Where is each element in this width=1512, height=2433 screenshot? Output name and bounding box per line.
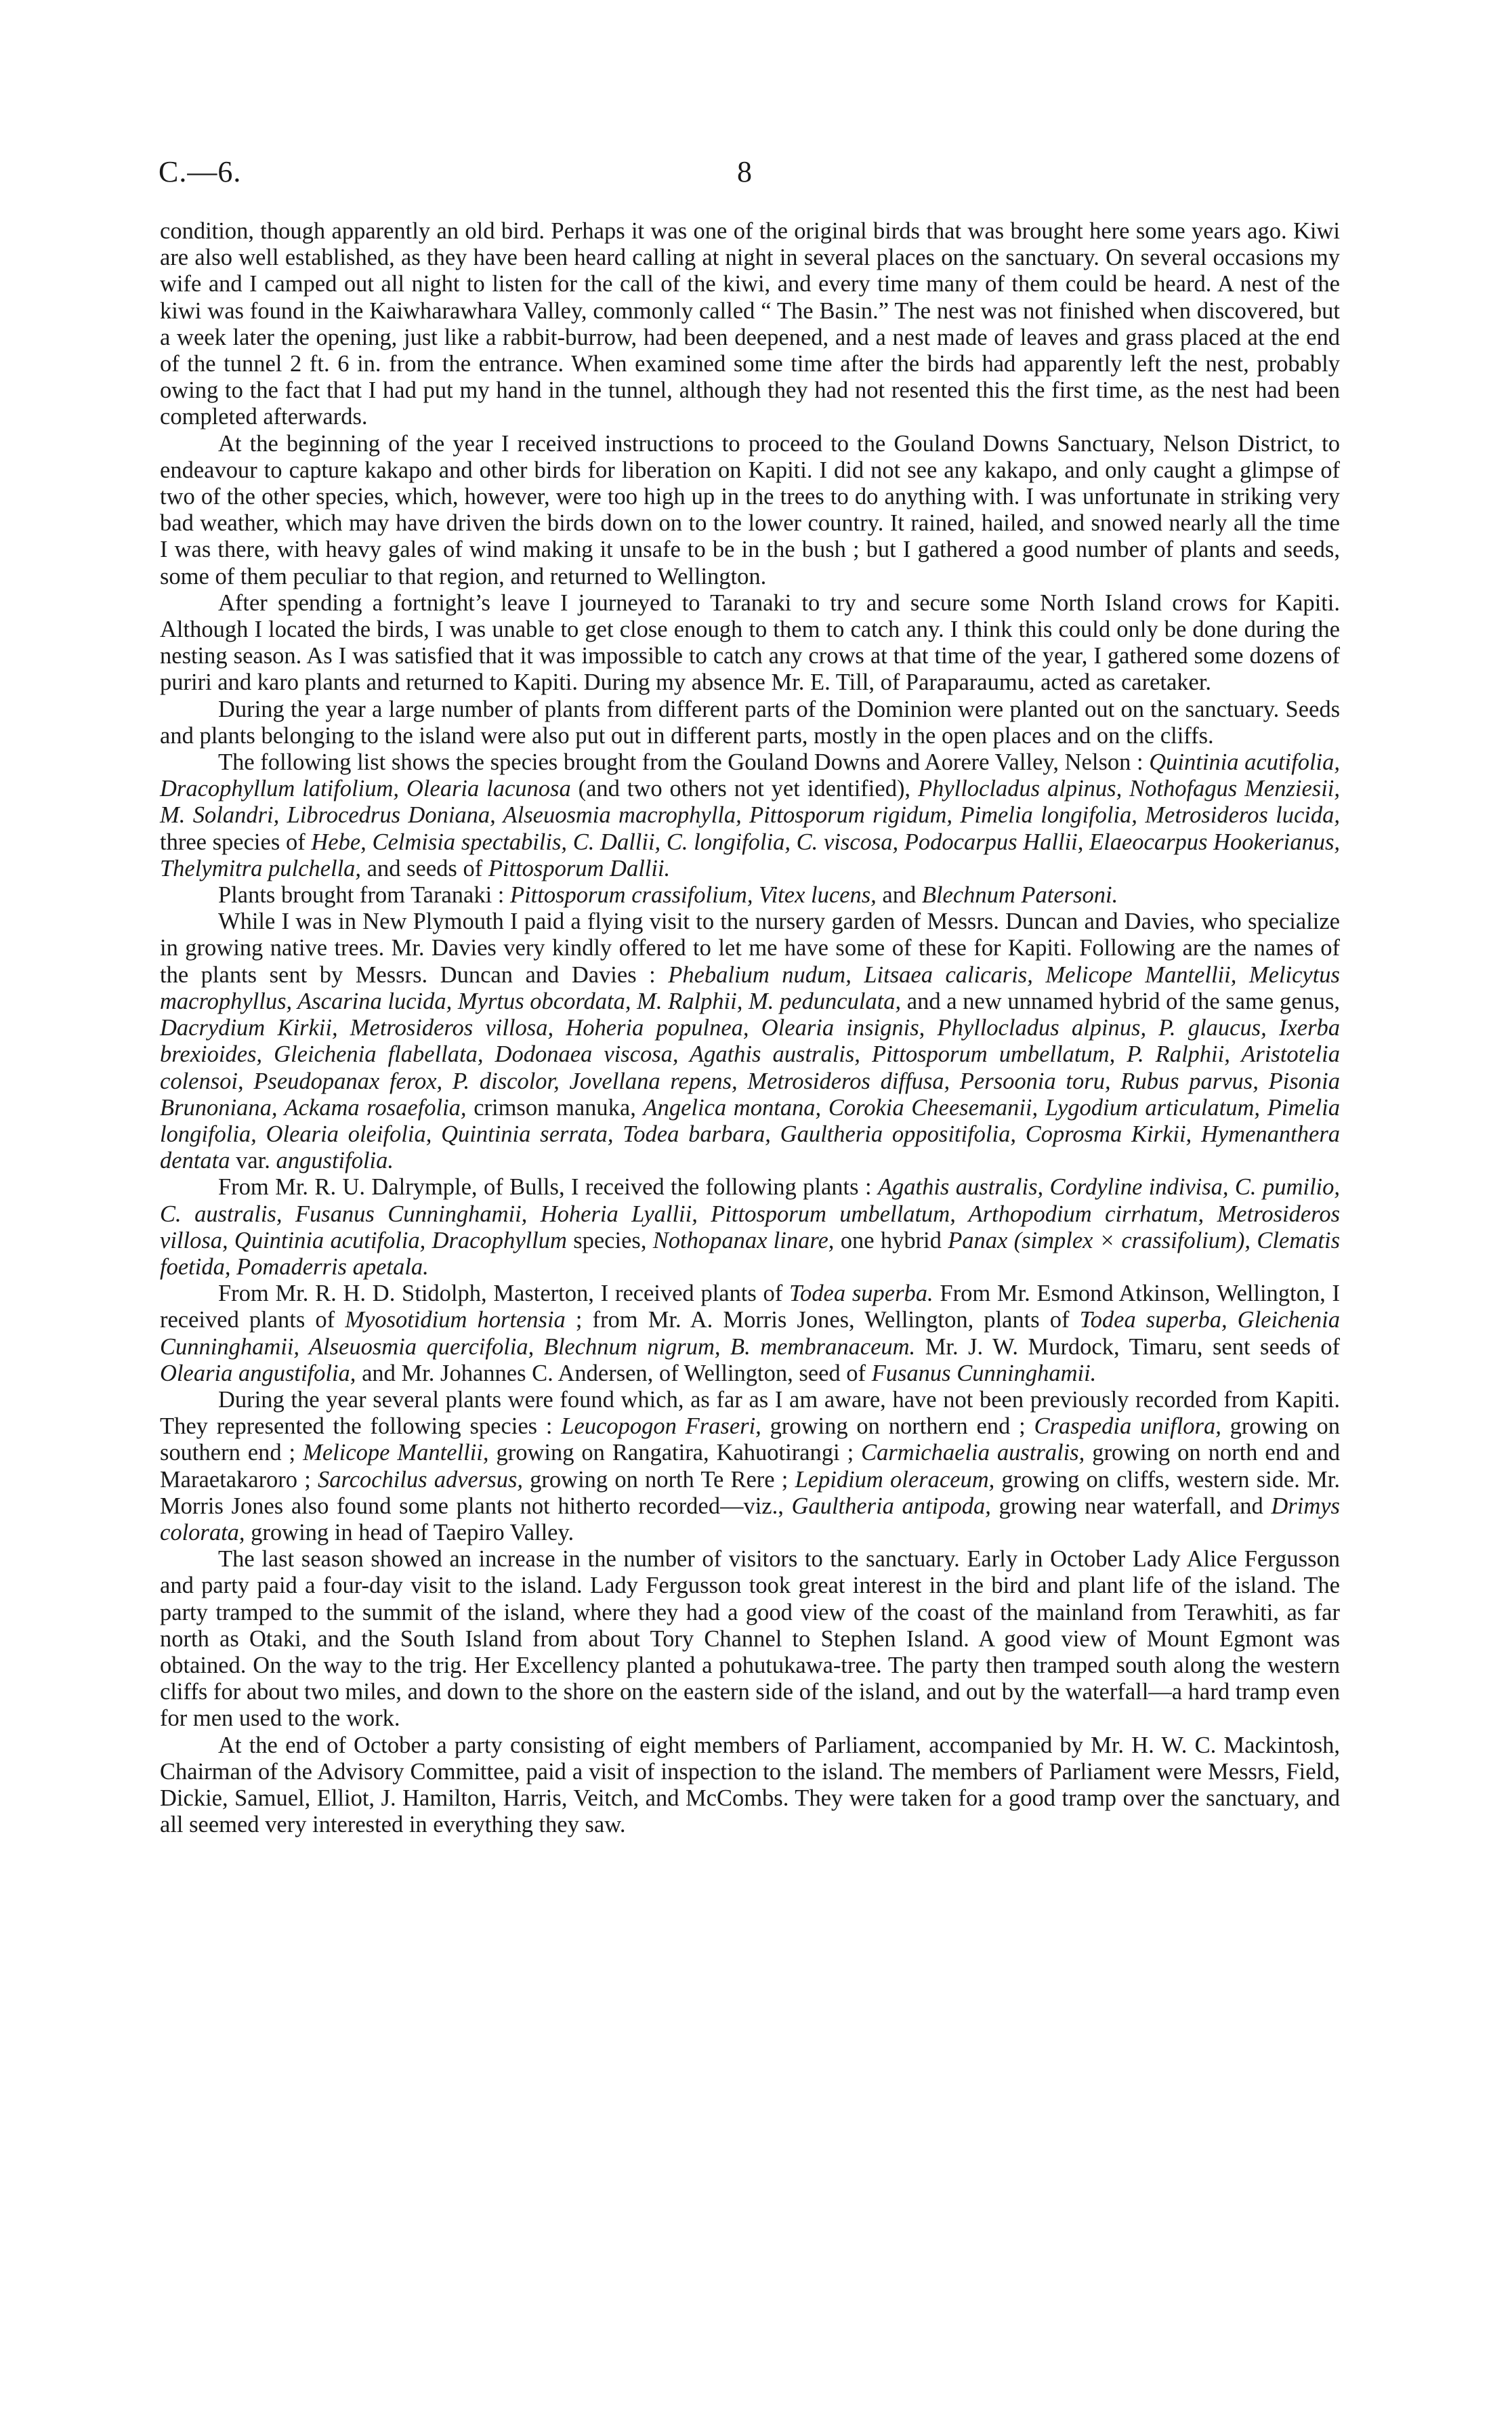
report-reference: C.—6. bbox=[159, 155, 242, 188]
italic-species-name: Carmichaelia australis, bbox=[861, 1440, 1085, 1466]
italic-species-name: Sarcochilus adversus, bbox=[317, 1466, 524, 1493]
italic-species-name: Todea superba, Gleichenia Cunninghamii, Alseuosmia quercifolia, Blechnum nigrum, B. membranaceum. bbox=[160, 1307, 1341, 1360]
text-run: and seeds of bbox=[361, 855, 488, 881]
italic-species-name: Myosotidium hortensia bbox=[345, 1307, 566, 1333]
paragraph bbox=[160, 1281, 1340, 1387]
text-run: The last season showed an increase in the number of visitors to the sanctuary. Early in October Lady Alice Fergusson and party paid a four-day visit to the island. Lady Fergusson took great interest in the bird and plant life of the island. The party tramped to the summit of the island, where they had a good view of the coast of the mainland from Terawhiti, as far north as Otaki, and the South Island from about Tory Channel to Stephen Island. A good view of Mount Egmont was obtained. On the way to the trig. Her Excellency planted a pohutukawa-tree. The party then tramped south along the western cliffs for about two miles, and down to the shore on the eastern side of the island, and out by the waterfall—a hard tramp even for men used to the work. bbox=[160, 1546, 1340, 1732]
italic-species-name: Pittosporum crassifolium, Vitex lucens, bbox=[510, 882, 877, 909]
italic-species-name: Todea superba. bbox=[789, 1281, 933, 1307]
paragraph bbox=[160, 882, 1340, 909]
italic-species-name: Craspedia uniflora, bbox=[1034, 1413, 1221, 1440]
page-number: 8 bbox=[737, 155, 752, 188]
text-run: Plants brought from Taranaki : bbox=[218, 882, 510, 909]
italic-species-name: Leucopogon Fraseri, bbox=[561, 1413, 761, 1440]
paragraph bbox=[160, 749, 1340, 882]
italic-species-name: Gaultheria antipoda, bbox=[791, 1493, 991, 1519]
text-run: three species of bbox=[160, 829, 312, 855]
italic-species-name: Olearia angustifolia, bbox=[160, 1360, 356, 1386]
text-run: species, bbox=[566, 1227, 653, 1253]
paragraph bbox=[160, 590, 1340, 696]
paragraph bbox=[160, 696, 1340, 749]
text-run: growing in head of Taepiro Valley. bbox=[245, 1519, 574, 1545]
text-run: and Mr. Johannes C. Andersen, of Wellington, seed of bbox=[356, 1360, 872, 1386]
text-run: growing near waterfall, and bbox=[990, 1493, 1272, 1519]
paragraph bbox=[160, 909, 1340, 1174]
text-run: At the beginning of the year I received instructions to proceed to the Gouland Downs Sanctuary, Nelson District, to endeavour to capture kakapo and other birds for liberation on Kapiti. I did not see any kakapo, and only caught a glimpse of two of the other species, which, however, were too high up in the trees to do anything with. I was unfortunate in striking very bad weather, which may have driven the birds down on to the lower country. It rained, hailed, and snowed nearly all the time I was there, with heavy gales of wind making it unsafe to be in the bush ; but I gathered a good number of plants and seeds, some of them peculiar to that region, and returned to Wellington. bbox=[160, 430, 1340, 589]
text-run: While I was in New Plymouth I paid a flying visit to the nursery garden of Messrs. Duncan and Davies, who specialize in growing native trees. Mr. Davies very kindly offered to let me have some of these for Kapiti. Following are the names of the plants sent by Messrs. Duncan and Davies : bbox=[160, 909, 1340, 988]
italic-species-name: angustifolia. bbox=[276, 1148, 394, 1174]
text-run: After spending a fortnight’s leave I journeyed to Taranaki to try and secure some North Island crows for Kapiti. Although I located the birds, I was unable to get close enough to them to catch any. I think this could only be done during the nesting season. As I was satisfied that it was impossible to catch any crows at that time of the year, I gathered some dozens of puriri and karo plants and returned to Kapiti. During my absence Mr. E. Till, of Paraparaumu, acted as caretaker. bbox=[160, 589, 1340, 696]
text-run: growing on north Te Rere ; bbox=[523, 1466, 795, 1493]
text-run: var. bbox=[230, 1148, 276, 1174]
italic-species-name: Melicope Mantellii, bbox=[303, 1440, 489, 1466]
italic-species-name: Panax (simplex × crassifolium), Clematis foetida, Pomaderris apetala. bbox=[160, 1227, 1340, 1280]
body-text bbox=[160, 218, 1340, 1838]
text-run: growing on northern end ; bbox=[761, 1413, 1034, 1440]
text-run: From Mr. Esmond Atkinson, Wellington, I received plants of bbox=[160, 1281, 1340, 1333]
text-run: one hybrid bbox=[834, 1227, 948, 1253]
text-run: and bbox=[876, 882, 922, 909]
paragraph bbox=[160, 1546, 1340, 1732]
text-run: growing on Rangatira, Kahuotirangi ; bbox=[488, 1440, 862, 1466]
italic-species-name: Hebe, Celmisia spectabilis, C. Dallii, C. longifolia, C. viscosa, Podocarpus Hallii, Elaeocarpus Hookerianus, Thelymitra pulchella, bbox=[160, 829, 1340, 881]
text-run: growing on cliffs, western side. Mr. Morris Jones also found some plants not hitherto recorded—viz., bbox=[160, 1466, 1340, 1519]
italic-species-name: Agathis australis, Cordyline indivisa, C. pumilio, C. australis, Fusanus Cunninghamii, Hoheria Lyallii, Pittosporum umbellatum, Arthopodium cirrhatum, Metrosideros villosa, Quintinia acutifolia, Dracophyllum bbox=[160, 1174, 1340, 1253]
text-run: growing on north end and Maraetakaroro ; bbox=[160, 1440, 1340, 1493]
italic-species-name: Drimys colorata, bbox=[160, 1493, 1340, 1545]
text-run: growing on southern end ; bbox=[160, 1413, 1340, 1466]
text-run: The following list shows the species brought from the Gouland Downs and Aorere Valley, Nelson : bbox=[218, 749, 1150, 776]
paragraph bbox=[160, 431, 1340, 590]
italic-species-name: Angelica montana, Corokia Cheesemanii, Lygodium articulatum, Pimelia longifolia, Olearia oleifolia, Quintinia serrata, Todea barbara, Gaultheria oppositifolia, Coprosma Kirkii, Hymenanthera dentata bbox=[160, 1094, 1341, 1174]
paragraph bbox=[160, 1387, 1340, 1546]
text-run: (and two others not yet identified), bbox=[570, 776, 918, 802]
text-run: Mr. J. W. Murdock, Timaru, sent seeds of bbox=[915, 1333, 1340, 1360]
text-run: At the end of October a party consisting of eight members of Parliament, accompanied by Mr. H. W. C. Mackintosh, Chairman of the Advisory Committee, paid a visit of inspection to the island. The members of Parliament were Messrs, Field, Dickie, Samuel, Elliot, J. Hamilton, Harris, Veitch, and McCombs. They were taken for a good tramp over the sanctuary, and all seemed very interested in everything they saw. bbox=[160, 1732, 1340, 1838]
text-run: From Mr. R. U. Dalrymple, of Bulls, I received the following plants : bbox=[218, 1174, 878, 1201]
italic-species-name: Quintinia acutifolia, Dracophyllum latifolium, Olearia lacunosa bbox=[160, 749, 1340, 802]
italic-species-name: Phyllocladus alpinus, Nothofagus Menziesii, M. Solandri, Librocedrus Doniana, Alseuosmia macrophylla, Pittosporum rigidum, Pimelia longifolia, Metrosideros lucida, bbox=[160, 776, 1340, 829]
italic-species-name: Dacrydium Kirkii, Metrosideros villosa, Hoheria populnea, Olearia insignis, Phyllocladus alpinus, P. glaucus, Ixerba brexioides, Gleichenia flabellata, Dodonaea viscosa, Agathis australis, Pittosporum umbellatum, P. Ralphii, Aristotelia colensoi, Pseudopanax ferox, P. discolor, Jovellana repens, Metrosideros diffusa, Persoonia toru, Rubus parvus, Pisonia Brunoniana, Ackama rosaefolia, bbox=[160, 1015, 1340, 1121]
paragraph bbox=[160, 1732, 1340, 1839]
paragraph bbox=[160, 218, 1340, 431]
italic-species-name: Nothopanax linare, bbox=[652, 1227, 835, 1253]
text-run: condition, though apparently an old bird. Perhaps it was one of the original birds that was brought here some years ago. Kiwi are also well established, as they have been heard calling at night in several places on the sanctuary. On several occasions my wife and I camped out all night to listen for the call of the kiwi, and every time many of them could be heard. A nest of the kiwi was found in the Kaiwharawhara Valley, commonly called “ The Basin.” The nest was not finished when discovered, but a week later the opening, just like a rabbit-burrow, had been deepened, and a nest made of leaves and grass placed at the end of the tunnel 2 ft. 6 in. from the entrance. When examined some time after the birds had apparently left the nest, probably owing to the fact that I had put my hand in the tunnel, although they had not resented this the first time, as the nest had been completed afterwards. bbox=[160, 218, 1340, 430]
text-run: During the year several plants were found which, as far as I am aware, have not been previously recorded from Kapiti. They represented the following species : bbox=[160, 1386, 1340, 1440]
text-run: From Mr. R. H. D. Stidolph, Masterton, I received plants of bbox=[218, 1281, 790, 1307]
italic-species-name: Pittosporum Dallii. bbox=[488, 855, 671, 881]
italic-species-name: Phebalium nudum, Litsaea calicaris, Melicope Mantellii, Melicytus macrophyllus, Ascarina lucida, Myrtus obcordata, M. Ralphii, M. pedunculata, bbox=[160, 961, 1340, 1014]
text-run: ; from Mr. A. Morris Jones, Wellington, plants of bbox=[565, 1307, 1080, 1333]
text-run: crimson manuka, bbox=[466, 1094, 644, 1121]
italic-species-name: Fusanus Cunninghamii. bbox=[871, 1360, 1097, 1386]
text-run: During the year a large number of plants from different parts of the Dominion were planted out on the sanctuary. Seeds and plants belonging to the island were also put out in different parts, mostly in the open places and on the cliffs. bbox=[160, 696, 1340, 749]
italic-species-name: Blechnum Patersoni. bbox=[921, 882, 1118, 909]
paragraph bbox=[160, 1174, 1340, 1281]
text-run: and a new unnamed hybrid of the same genus, bbox=[901, 988, 1340, 1014]
italic-species-name: Lepidium oleraceum, bbox=[795, 1466, 995, 1493]
